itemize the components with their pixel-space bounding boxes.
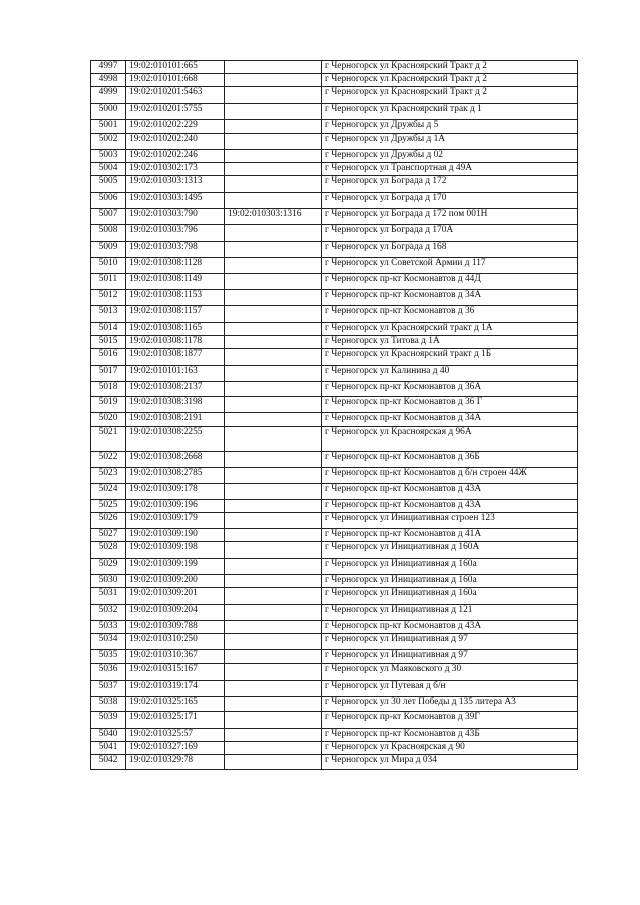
row-number-cell: 5021 (91, 427, 126, 452)
previous-cadastral-cell (225, 349, 322, 366)
cadastral-number-cell: 19:02:010302:173 (126, 163, 225, 176)
cadastral-number-cell: 19:02:010308:1153 (126, 290, 225, 306)
cadastral-number-cell: 19:02:010327:169 (126, 742, 225, 755)
table-row (91, 366, 578, 382)
table-row (91, 468, 578, 484)
previous-cadastral-cell (225, 484, 322, 500)
address-cell: г Черногорск ул Транспортная д 49А (322, 163, 578, 176)
table-row (91, 225, 578, 242)
row-number-cell: 5031 (91, 588, 126, 605)
address-cell: г Черногорск ул Инициативная д 160а (322, 559, 578, 575)
row-number-cell: 5006 (91, 193, 126, 209)
row-number-cell: 5033 (91, 621, 126, 634)
table-row (91, 529, 578, 542)
address-cell: г Черногорск ул Дружбы д 5 (322, 120, 578, 134)
address-cell: г Черногорск ул Бограда д 168 (322, 242, 578, 258)
address-cell: г Черногорск ул Инициативная д 160А (322, 542, 578, 559)
previous-cadastral-cell (225, 336, 322, 349)
table-row (91, 712, 578, 729)
previous-cadastral-cell (225, 163, 322, 176)
register-table-body (91, 61, 578, 770)
cadastral-number-cell: 19:02:010309:198 (126, 542, 225, 559)
address-cell: г Черногорск ул Дружбы д 02 (322, 150, 578, 163)
table-row (91, 74, 578, 87)
previous-cadastral-cell (225, 323, 322, 336)
cadastral-number-cell: 19:02:010309:201 (126, 588, 225, 605)
row-number-cell: 5012 (91, 290, 126, 306)
row-number-cell: 5007 (91, 209, 126, 225)
row-number-cell: 4997 (91, 61, 126, 74)
cadastral-number-cell: 19:02:010202:240 (126, 134, 225, 150)
previous-cadastral-cell (225, 427, 322, 452)
row-number-cell: 5039 (91, 712, 126, 729)
table-row (91, 134, 578, 150)
table-row (91, 323, 578, 336)
address-cell: г Черногорск пр-кт Космонавтов д 36 (322, 306, 578, 323)
row-number-cell: 5018 (91, 382, 126, 397)
address-cell: г Черногорск ул Бограда д 172 (322, 176, 578, 193)
previous-cadastral-cell (225, 681, 322, 697)
table-row (91, 452, 578, 468)
address-cell: г Черногорск ул Инициативная д 160а (322, 588, 578, 605)
address-cell: г Черногорск ул Мира д 034 (322, 755, 578, 770)
cadastral-number-cell: 19:02:010325:57 (126, 729, 225, 742)
row-number-cell: 5023 (91, 468, 126, 484)
previous-cadastral-cell (225, 452, 322, 468)
previous-cadastral-cell (225, 382, 322, 397)
previous-cadastral-cell (225, 61, 322, 74)
previous-cadastral-cell (225, 104, 322, 120)
row-number-cell: 5001 (91, 120, 126, 134)
previous-cadastral-cell (225, 729, 322, 742)
table-row (91, 209, 578, 225)
address-cell: г Черногорск пр-кт Космонавтов д 43А (322, 621, 578, 634)
address-cell: г Черногорск ул Дружбы д 1А (322, 134, 578, 150)
address-cell: г Черногорск ул Красноярская д 90 (322, 742, 578, 755)
previous-cadastral-cell (225, 621, 322, 634)
cadastral-number-cell: 19:02:010101:665 (126, 61, 225, 74)
table-row (91, 634, 578, 650)
table-row (91, 61, 578, 74)
row-number-cell: 4999 (91, 87, 126, 104)
table-row (91, 336, 578, 349)
previous-cadastral-cell (225, 697, 322, 712)
cadastral-number-cell: 19:02:010308:1178 (126, 336, 225, 349)
row-number-cell: 5003 (91, 150, 126, 163)
table-row (91, 742, 578, 755)
address-cell: г Черногорск ул Бограда д 170 (322, 193, 578, 209)
table-row (91, 274, 578, 290)
cadastral-number-cell: 19:02:010329:78 (126, 755, 225, 770)
address-cell: г Черногорск ул Инициативная д 121 (322, 605, 578, 621)
previous-cadastral-cell (225, 755, 322, 770)
row-number-cell: 5016 (91, 349, 126, 366)
cadastral-number-cell: 19:02:010202:246 (126, 150, 225, 163)
previous-cadastral-cell (225, 176, 322, 193)
cadastral-number-cell: 19:02:010308:2255 (126, 427, 225, 452)
previous-cadastral-cell (225, 529, 322, 542)
address-cell: г Черногорск ул Красноярский Тракт д 2 (322, 74, 578, 87)
previous-cadastral-cell (225, 634, 322, 650)
previous-cadastral-cell (225, 664, 322, 681)
cadastral-number-cell: 19:02:010201:5755 (126, 104, 225, 120)
row-number-cell: 5041 (91, 742, 126, 755)
row-number-cell: 5005 (91, 176, 126, 193)
cadastral-number-cell: 19:02:010309:178 (126, 484, 225, 500)
row-number-cell: 5035 (91, 650, 126, 664)
previous-cadastral-cell (225, 559, 322, 575)
row-number-cell: 5042 (91, 755, 126, 770)
cadastral-number-cell: 19:02:010309:788 (126, 621, 225, 634)
previous-cadastral-cell (225, 468, 322, 484)
row-number-cell: 5030 (91, 575, 126, 588)
table-row (91, 500, 578, 513)
previous-cadastral-cell (225, 242, 322, 258)
row-number-cell: 5032 (91, 605, 126, 621)
row-number-cell: 5034 (91, 634, 126, 650)
cadastral-number-cell: 19:02:010308:2137 (126, 382, 225, 397)
previous-cadastral-cell (225, 150, 322, 163)
row-number-cell: 5000 (91, 104, 126, 120)
previous-cadastral-cell (225, 120, 322, 134)
address-cell: г Черногорск пр-кт Космонавтов д 36Б (322, 452, 578, 468)
address-cell: г Черногорск пр-кт Космонавтов д 36А (322, 382, 578, 397)
cadastral-number-cell: 19:02:010303:798 (126, 242, 225, 258)
cadastral-number-cell: 19:02:010308:1128 (126, 258, 225, 274)
row-number-cell: 5028 (91, 542, 126, 559)
cadastral-number-cell: 19:02:010325:171 (126, 712, 225, 729)
address-cell: г Черногорск пр-кт Космонавтов д 36 Г (322, 397, 578, 413)
address-cell: г Черногорск ул 30 лет Победы д 135 литера А3 (322, 697, 578, 712)
row-number-cell: 5024 (91, 484, 126, 500)
cadastral-number-cell: 19:02:010202:229 (126, 120, 225, 134)
cadastral-number-cell: 19:02:010310:367 (126, 650, 225, 664)
table-row (91, 427, 578, 452)
previous-cadastral-cell (225, 366, 322, 382)
row-number-cell: 5013 (91, 306, 126, 323)
address-cell: г Черногорск ул Бограда д 170А (322, 225, 578, 242)
row-number-cell: 5017 (91, 366, 126, 382)
cadastral-number-cell: 19:02:010308:2668 (126, 452, 225, 468)
row-number-cell: 5038 (91, 697, 126, 712)
table-row (91, 681, 578, 697)
address-cell: г Черногорск ул Бограда д 172 пом 001Н (322, 209, 578, 225)
address-cell: г Черногорск ул Советской Армии д 117 (322, 258, 578, 274)
address-cell: г Черногорск ул Красноярская д 96А (322, 427, 578, 452)
address-cell: г Черногорск пр-кт Космонавтов д 43А (322, 484, 578, 500)
table-row (91, 650, 578, 664)
table-row (91, 290, 578, 306)
address-cell: г Черногорск ул Калинина д 40 (322, 366, 578, 382)
row-number-cell: 5014 (91, 323, 126, 336)
row-number-cell: 5036 (91, 664, 126, 681)
table-row (91, 484, 578, 500)
cadastral-number-cell: 19:02:010315:167 (126, 664, 225, 681)
address-cell: г Черногорск пр-кт Космонавтов д 41А (322, 529, 578, 542)
table-row (91, 176, 578, 193)
table-row (91, 120, 578, 134)
cadastral-number-cell: 19:02:010309:204 (126, 605, 225, 621)
row-number-cell: 5040 (91, 729, 126, 742)
previous-cadastral-cell (225, 575, 322, 588)
cadastral-number-cell: 19:02:010309:190 (126, 529, 225, 542)
previous-cadastral-cell (225, 274, 322, 290)
cadastral-number-cell: 19:02:010303:796 (126, 225, 225, 242)
row-number-cell: 5027 (91, 529, 126, 542)
address-cell: г Черногорск ул Титова д 1А (322, 336, 578, 349)
table-row (91, 697, 578, 712)
table-row (91, 306, 578, 323)
row-number-cell: 5025 (91, 500, 126, 513)
cadastral-number-cell: 19:02:010310:250 (126, 634, 225, 650)
row-number-cell: 5022 (91, 452, 126, 468)
cadastral-number-cell: 19:02:010303:1495 (126, 193, 225, 209)
table-row (91, 755, 578, 770)
cadastral-number-cell: 19:02:010101:163 (126, 366, 225, 382)
address-cell: г Черногорск пр-кт Космонавтов д 43Б (322, 729, 578, 742)
previous-cadastral-cell (225, 74, 322, 87)
cadastral-number-cell: 19:02:010309:179 (126, 513, 225, 529)
cadastral-number-cell: 19:02:010309:200 (126, 575, 225, 588)
table-row (91, 193, 578, 209)
cadastral-number-cell: 19:02:010308:1149 (126, 274, 225, 290)
address-cell: г Черногорск ул Инициативная д 160а (322, 575, 578, 588)
address-cell: г Черногорск пр-кт Космонавтов д б/н строен 44Ж (322, 468, 578, 484)
previous-cadastral-cell (225, 258, 322, 274)
table-row (91, 513, 578, 529)
address-cell: г Черногорск ул Путевая д б/н (322, 681, 578, 697)
cadastral-number-cell: 19:02:010303:790 (126, 209, 225, 225)
previous-cadastral-cell (225, 513, 322, 529)
previous-cadastral-cell (225, 306, 322, 323)
row-number-cell: 5002 (91, 134, 126, 150)
property-register-table (90, 60, 578, 770)
previous-cadastral-cell (225, 397, 322, 413)
address-cell: г Черногорск пр-кт Космонавтов д 43А (322, 500, 578, 513)
address-cell: г Черногорск пр-кт Космонавтов д 34А (322, 290, 578, 306)
table-row (91, 104, 578, 120)
table-row (91, 605, 578, 621)
cadastral-number-cell: 19:02:010319:174 (126, 681, 225, 697)
previous-cadastral-cell (225, 542, 322, 559)
previous-cadastral-cell (225, 588, 322, 605)
address-cell: г Черногорск пр-кт Космонавтов д 39Г (322, 712, 578, 729)
address-cell: г Черногорск ул Инициативная д 97 (322, 634, 578, 650)
table-row (91, 559, 578, 575)
row-number-cell: 5026 (91, 513, 126, 529)
table-row (91, 621, 578, 634)
address-cell: г Черногорск ул Красноярский тракт д 1Б (322, 349, 578, 366)
row-number-cell: 5029 (91, 559, 126, 575)
cadastral-number-cell: 19:02:010101:668 (126, 74, 225, 87)
cadastral-number-cell: 19:02:010303:1313 (126, 176, 225, 193)
previous-cadastral-cell (225, 193, 322, 209)
address-cell: г Черногорск ул Красноярский тракт д 1А (322, 323, 578, 336)
address-cell: г Черногорск ул Инициативная д 97 (322, 650, 578, 664)
previous-cadastral-cell (225, 134, 322, 150)
cadastral-number-cell: 19:02:010308:2785 (126, 468, 225, 484)
address-cell: г Черногорск пр-кт Космонавтов д 34А (322, 413, 578, 427)
table-row (91, 542, 578, 559)
row-number-cell: 5037 (91, 681, 126, 697)
table-row (91, 575, 578, 588)
cadastral-number-cell: 19:02:010309:196 (126, 500, 225, 513)
row-number-cell: 5004 (91, 163, 126, 176)
row-number-cell: 5019 (91, 397, 126, 413)
previous-cadastral-cell (225, 605, 322, 621)
address-cell: г Черногорск ул Красноярский трак д 1 (322, 104, 578, 120)
table-row (91, 349, 578, 366)
cadastral-number-cell: 19:02:010308:1877 (126, 349, 225, 366)
cadastral-number-cell: 19:02:010308:2191 (126, 413, 225, 427)
address-cell: г Черногорск ул Красноярский Тракт д 2 (322, 61, 578, 74)
table-row (91, 87, 578, 104)
cadastral-number-cell: 19:02:010308:3198 (126, 397, 225, 413)
cadastral-number-cell: 19:02:010201:5463 (126, 87, 225, 104)
row-number-cell: 5015 (91, 336, 126, 349)
address-cell: г Черногорск ул Красноярский Тракт д 2 (322, 87, 578, 104)
previous-cadastral-cell (225, 87, 322, 104)
address-cell: г Черногорск ул Инициативная строен 123 (322, 513, 578, 529)
previous-cadastral-cell (225, 290, 322, 306)
row-number-cell: 5009 (91, 242, 126, 258)
table-row (91, 258, 578, 274)
previous-cadastral-cell (225, 500, 322, 513)
cadastral-number-cell: 19:02:010309:199 (126, 559, 225, 575)
address-cell: г Черногорск пр-кт Космонавтов д 44Д (322, 274, 578, 290)
previous-cadastral-cell (225, 742, 322, 755)
cadastral-number-cell: 19:02:010325:165 (126, 697, 225, 712)
previous-cadastral-cell (225, 650, 322, 664)
row-number-cell: 5020 (91, 413, 126, 427)
table-row (91, 664, 578, 681)
table-row (91, 413, 578, 427)
row-number-cell: 5008 (91, 225, 126, 242)
previous-cadastral-cell (225, 712, 322, 729)
address-cell: г Черногорск ул Маяковского д 30 (322, 664, 578, 681)
previous-cadastral-cell (225, 225, 322, 242)
previous-cadastral-cell (225, 413, 322, 427)
table-row (91, 382, 578, 397)
table-row (91, 588, 578, 605)
table-row (91, 242, 578, 258)
cadastral-number-cell: 19:02:010308:1165 (126, 323, 225, 336)
table-row (91, 729, 578, 742)
cadastral-number-cell: 19:02:010308:1157 (126, 306, 225, 323)
table-row (91, 150, 578, 163)
table-row (91, 397, 578, 413)
row-number-cell: 5011 (91, 274, 126, 290)
row-number-cell: 4998 (91, 74, 126, 87)
table-row (91, 163, 578, 176)
row-number-cell: 5010 (91, 258, 126, 274)
previous-cadastral-cell: 19:02:010303:1316 (225, 209, 322, 225)
